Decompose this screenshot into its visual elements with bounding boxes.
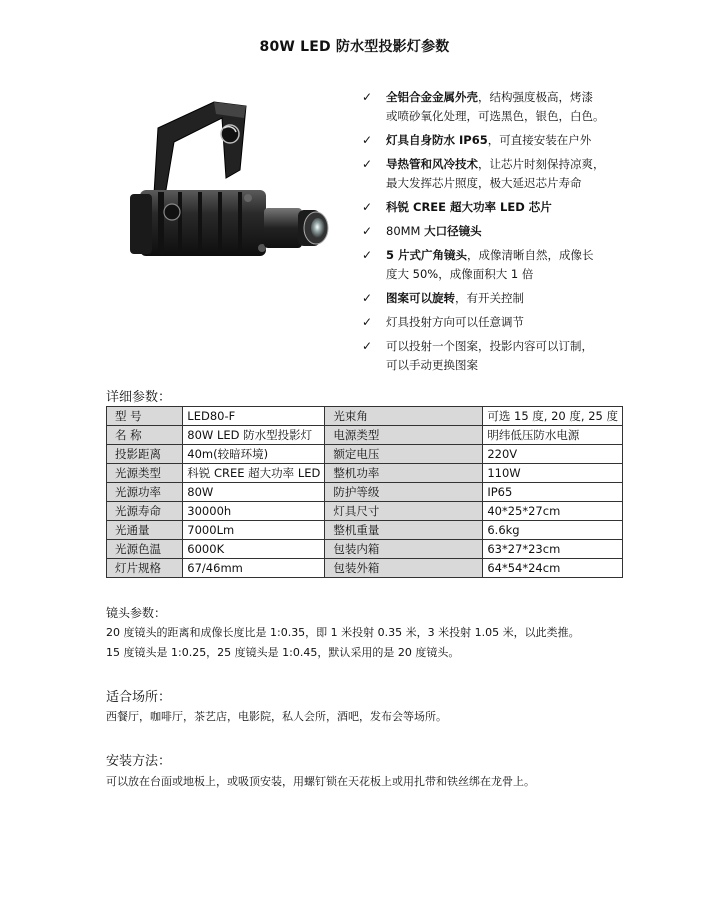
table-row [107, 502, 623, 521]
param-label: 光通量 [107, 521, 183, 540]
param-value: 63*27*23cm [483, 540, 623, 559]
feature-item: ✓ 灯具投射方向可以任意调节 [360, 313, 620, 332]
param-value: 40m(较暗环境) [183, 445, 325, 464]
feature-item: ✓ 可以投射一个图案，投影内容可以订制， 可以手动更换图案 [362, 339, 593, 372]
param-label: 包装外箱 [325, 559, 483, 578]
param-label: 灯具尺寸 [325, 502, 483, 521]
param-value: 67/46mm [183, 559, 325, 578]
table-row [107, 426, 623, 445]
check-icon: ✓ [362, 133, 373, 147]
check-icon: ✓ [362, 157, 373, 171]
feature-item: ✓ 导热管和风冷技术，让芯片时刻保持凉爽， 最大发挥芯片照度，极大延迟芯片寿命 [362, 157, 605, 190]
feature-list [360, 88, 620, 380]
check-icon: ✓ [362, 248, 373, 262]
param-label: 包装内箱 [325, 540, 483, 559]
lens-heading: 镜头参数： [106, 606, 167, 620]
feature-item: ✓ 全铝合金金属外壳，结构强度极高，烤漆 或喷砂氧化处理，可选黑色，银色，白色。 [362, 90, 605, 123]
param-value: 6.6kg [483, 521, 623, 540]
feature-item: ✓ 灯具自身防水 IP65，可直接安装在户外 [360, 131, 620, 150]
check-icon: ✓ [362, 315, 373, 329]
feature-item: ✓ 图案可以旋转，有开关控制 [360, 289, 620, 308]
param-label: 整机功率 [325, 464, 483, 483]
table-row [107, 559, 623, 578]
check-icon: ✓ [362, 291, 373, 305]
check-icon: ✓ [362, 200, 373, 214]
page-title: 80W LED 防水型投影灯参数 [259, 39, 450, 55]
param-value: 明纬低压防水电源 [483, 426, 623, 445]
table-row [107, 407, 623, 426]
param-value: 80W [183, 483, 325, 502]
param-label: 光束角 [325, 407, 483, 426]
param-label: 光源功率 [107, 483, 183, 502]
param-value: 可选 15 度, 20 度, 25 度 [483, 407, 623, 426]
param-label: 型 号 [107, 407, 183, 426]
check-icon: ✓ [362, 224, 373, 238]
table-row [107, 540, 623, 559]
feature-item: ✓ 80MM 大口径镜头 [360, 222, 620, 241]
param-label: 光源寿命 [107, 502, 183, 521]
param-value: IP65 [483, 483, 623, 502]
table-row [107, 521, 623, 540]
venues-text: 西餐厅，咖啡厅，茶艺店，电影院，私人会所，酒吧，发布会等场所。 [106, 710, 447, 723]
param-label: 防护等级 [325, 483, 483, 502]
param-label: 额定电压 [325, 445, 483, 464]
param-value: 40*25*27cm [483, 502, 623, 521]
params-table [106, 406, 623, 578]
check-icon: ✓ [362, 339, 373, 353]
param-value: 30000h [183, 502, 325, 521]
feature-item: ✓ 科锐 CREE 超大功率 LED 芯片 [360, 198, 620, 217]
param-label: 灯片规格 [107, 559, 183, 578]
param-value: 110W [483, 464, 623, 483]
install-heading: 安装方法： [106, 754, 172, 769]
param-label: 名 称 [107, 426, 183, 445]
table-row [107, 445, 623, 464]
param-label: 整机重量 [325, 521, 483, 540]
lens-description: 20 度镜头的距离和成像长度比是 1:0.35，即 1 米投射 0.35 米，3 米投射 1.05 米，以此类推。 15 度镜头是 1:0.25，25 度镜头是 1:0.45，默认采用的是 20 度镜头。 [106, 626, 580, 659]
param-label: 光源色温 [107, 540, 183, 559]
param-value: LED80-F [183, 407, 325, 426]
table-row [107, 464, 623, 483]
table-row [107, 483, 623, 502]
param-value: 80W LED 防水型投影灯 [183, 426, 325, 445]
install-text: 可以放在台面或地板上，或吸顶安装，用螺钉锁在天花板上或用扎带和铁丝绑在龙骨上。 [106, 775, 535, 788]
param-value: 6000K [183, 540, 325, 559]
param-label: 投影距离 [107, 445, 183, 464]
feature-item: ✓ 5 片式广角镜头，成像清晰自然，成像长 度大 50%，成像面积大 1 倍 [362, 248, 594, 281]
params-heading: 详细参数： [106, 390, 172, 405]
param-label: 电源类型 [325, 426, 483, 445]
param-label: 光源类型 [107, 464, 183, 483]
projector-image [118, 98, 342, 282]
param-value: 220V [483, 445, 623, 464]
check-icon: ✓ [362, 90, 373, 104]
param-value: 科锐 CREE 超大功率 LED [183, 464, 325, 483]
param-value: 64*54*24cm [483, 559, 623, 578]
param-value: 7000Lm [183, 521, 325, 540]
venues-heading: 适合场所： [106, 690, 172, 705]
